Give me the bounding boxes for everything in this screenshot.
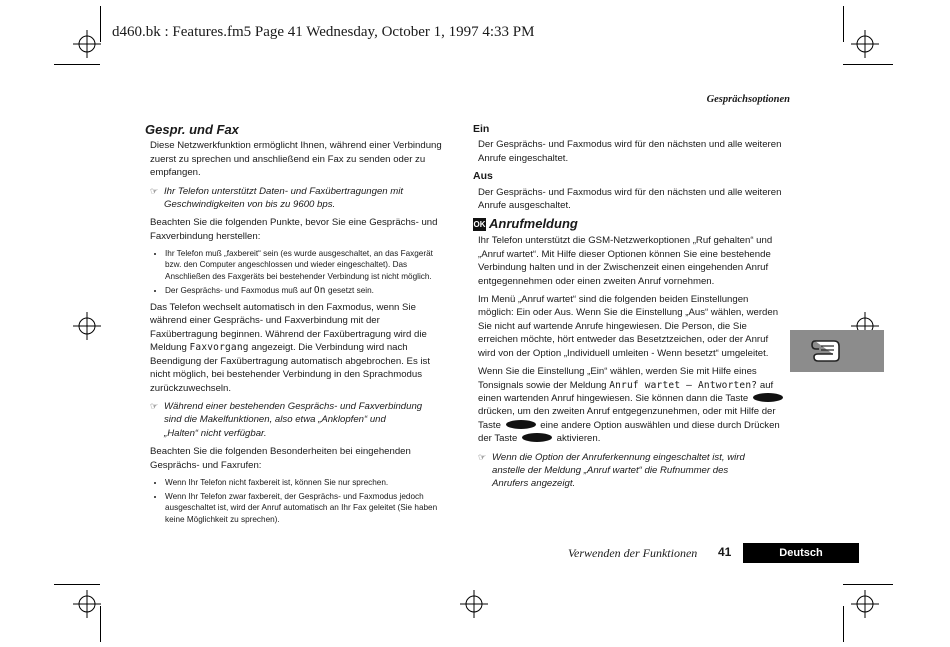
soft-key-icon (522, 433, 552, 442)
crop-mark (843, 584, 893, 585)
ein-text: Der Gesprächs- und Faxmodus wird für den nächsten und alle weiteren Anrufe eingeschaltet. (478, 139, 782, 164)
right-column (473, 123, 785, 496)
note-text: Während einer bestehenden Gesprächs- und Faxverbindung (164, 400, 423, 412)
note (145, 400, 445, 440)
footer-section-title: Verwenden der Funktionen (568, 546, 698, 560)
bullet-list (145, 248, 445, 296)
page-slug: d460.bk : Features.fm5 Page 41 Wednesday, October 1, 1997 4:33 PM (112, 24, 535, 40)
list-item: • Ihr Telefon muß „faxbereit“ sein (es wurde ausgeschaltet, an das Faxgerät bzw. den Computer angeschlossen und wieder eingeschaltet). Das Anschließen des Faxgeräts bei bestehender Verbindung ist nicht möglich. (165, 248, 445, 282)
crop-mark (54, 64, 100, 65)
registration-mark-icon (460, 590, 488, 618)
language-tab: Deutsch (743, 543, 859, 563)
subheading-aus: Aus (473, 170, 493, 183)
crop-mark (843, 6, 844, 42)
pointing-hand-icon: ☞ (478, 451, 487, 462)
registration-mark-icon (851, 30, 879, 58)
page-number: 41 (718, 545, 732, 559)
note (473, 451, 785, 491)
intro-paragraph: Diese Netzwerkfunktion ermöglicht Ihnen, während einer Verbindung zuerst zu sprechen und anschließend ein Fax zu senden oder zu empfangen. (150, 140, 442, 179)
soft-key-icon (506, 420, 536, 429)
pointing-hand-icon: ☞ (150, 185, 159, 196)
left-column (145, 123, 445, 530)
anruf-paragraph: Ihr Telefon unterstützt die GSM-Netzwerkoptionen „Ruf gehalten“ und „Anruf wartet“. Mit Hilfe dieser Optionen können Sie eine bestehende Verbindung halten und in der Zwischenzeit einen eingehenden Anruf entgegennehmen oder einen zweiten Anruf vornehmen. (478, 235, 773, 287)
note-text: Geschwindigkeiten von bis zu 9600 bps. (164, 199, 336, 211)
display-text: Faxvorgang (189, 342, 249, 354)
display-text: Anruf wartet – Antworten? (609, 379, 758, 391)
bullet-list (145, 477, 445, 525)
list-item: • Wenn Ihr Telefon nicht faxbereit ist, können Sie nur sprechen. (165, 477, 445, 488)
points-intro: Beachten Sie die folgenden Punkte, bevor Sie eine Gesprächs- und Faxverbindung herstellen: (150, 217, 438, 242)
incoming-intro: Beachten Sie die folgenden Besonderheiten bei eingehenden Gesprächs- und Faxrufen: (150, 446, 411, 471)
note-text: sind die Makelfunktionen, also etwa „Anklopfen“ und (164, 414, 386, 426)
soft-key-icon (753, 393, 783, 402)
note-text: Wenn die Option der Anruferkennung eingeschaltet ist, wird (492, 451, 745, 463)
crop-mark (843, 64, 893, 65)
crop-mark (54, 584, 100, 585)
fax-paragraph: Das Telefon wechselt automatisch in den Faxmodus, wenn Sie während einer Gesprächs- und Faxverbindung mit der Faxübertragung beginnen. Während der Faxübertragung wird die Meldung Faxvorgang angezeigt. Die Verbindung wird nach Beendigung der Faxübertragung automatisch abgebrochen. Es ist nicht möglich, bei bestehender Verbindung in den Sprachmodus zurückzuwechseln. (150, 302, 430, 394)
subheading-ein: Ein (473, 123, 490, 135)
section-heading-anrufmeldung: OK Anrufmeldung (473, 216, 578, 232)
registration-mark-icon (73, 590, 101, 618)
registration-mark-icon (73, 30, 101, 58)
note-text: anstelle der Meldung „Anruf wartet“ die Rufnummer des (492, 464, 729, 476)
note-text: Ihr Telefon unterstützt Daten- und Faxübertragungen mit (164, 185, 404, 197)
section-heading-gespr-fax: Gespr. und Fax (145, 122, 239, 137)
registration-mark-icon (851, 590, 879, 618)
aus-text: Der Gesprächs- und Faxmodus wird für den nächsten und alle weiteren Anrufe ausgeschaltet. (478, 186, 782, 212)
ok-key-icon: OK (473, 220, 486, 230)
anruf-paragraph: Wenn Sie die Einstellung „Ein“ wählen, werden Sie mit Hilfe eines Tonsignals sowie der Meldung Anruf wartet – Antworten? auf einen wartenden Anruf hingewiesen. Sie können dann die Taste drücken, um den zweiten Anruf entgegenzunehmen, oder mit Hilfe der Taste eine andere Option auswählen und diese durch Drücken der Taste aktivieren. (473, 365, 785, 445)
list-item: • Wenn Ihr Telefon zwar faxbereit, der Gesprächs- und Faxmodus jedoch ausgeschaltet ist, wird der Anruf automatisch an Ihr Fax geleitet (Sie haben keine Möglichkeit zu sprechen). (165, 491, 445, 525)
note (145, 185, 445, 212)
note-text: Anrufers angezeigt. (492, 478, 576, 490)
running-head: Gesprächsoptionen (706, 94, 790, 105)
note-text: „Halten“ nicht verfügbar. (164, 427, 267, 439)
scroll-tab-icon (810, 337, 844, 365)
list-item: • Der Gesprächs- und Faxmodus muß auf On gesetzt sein. (165, 285, 445, 296)
display-text: On (313, 284, 326, 296)
crop-mark (843, 606, 844, 642)
registration-mark-icon (73, 312, 101, 340)
pointing-hand-icon: ☞ (150, 400, 159, 411)
chapter-thumb-tab (790, 330, 884, 372)
anruf-paragraph: Im Menü „Anruf wartet“ sind die folgenden beiden Einstellungen möglich: Ein oder Aus. Wenn Sie die Einstellung „Aus“ wählen, werden Sie nicht auf wartende Anrufe hingewiesen. Die Person, die Sie erreichen möchte, hört entweder das Besetztzeichen, oder der Anruf wird von der Option „Individuell umleiten - Wenn besetzt“ umgeleitet. (478, 294, 779, 359)
